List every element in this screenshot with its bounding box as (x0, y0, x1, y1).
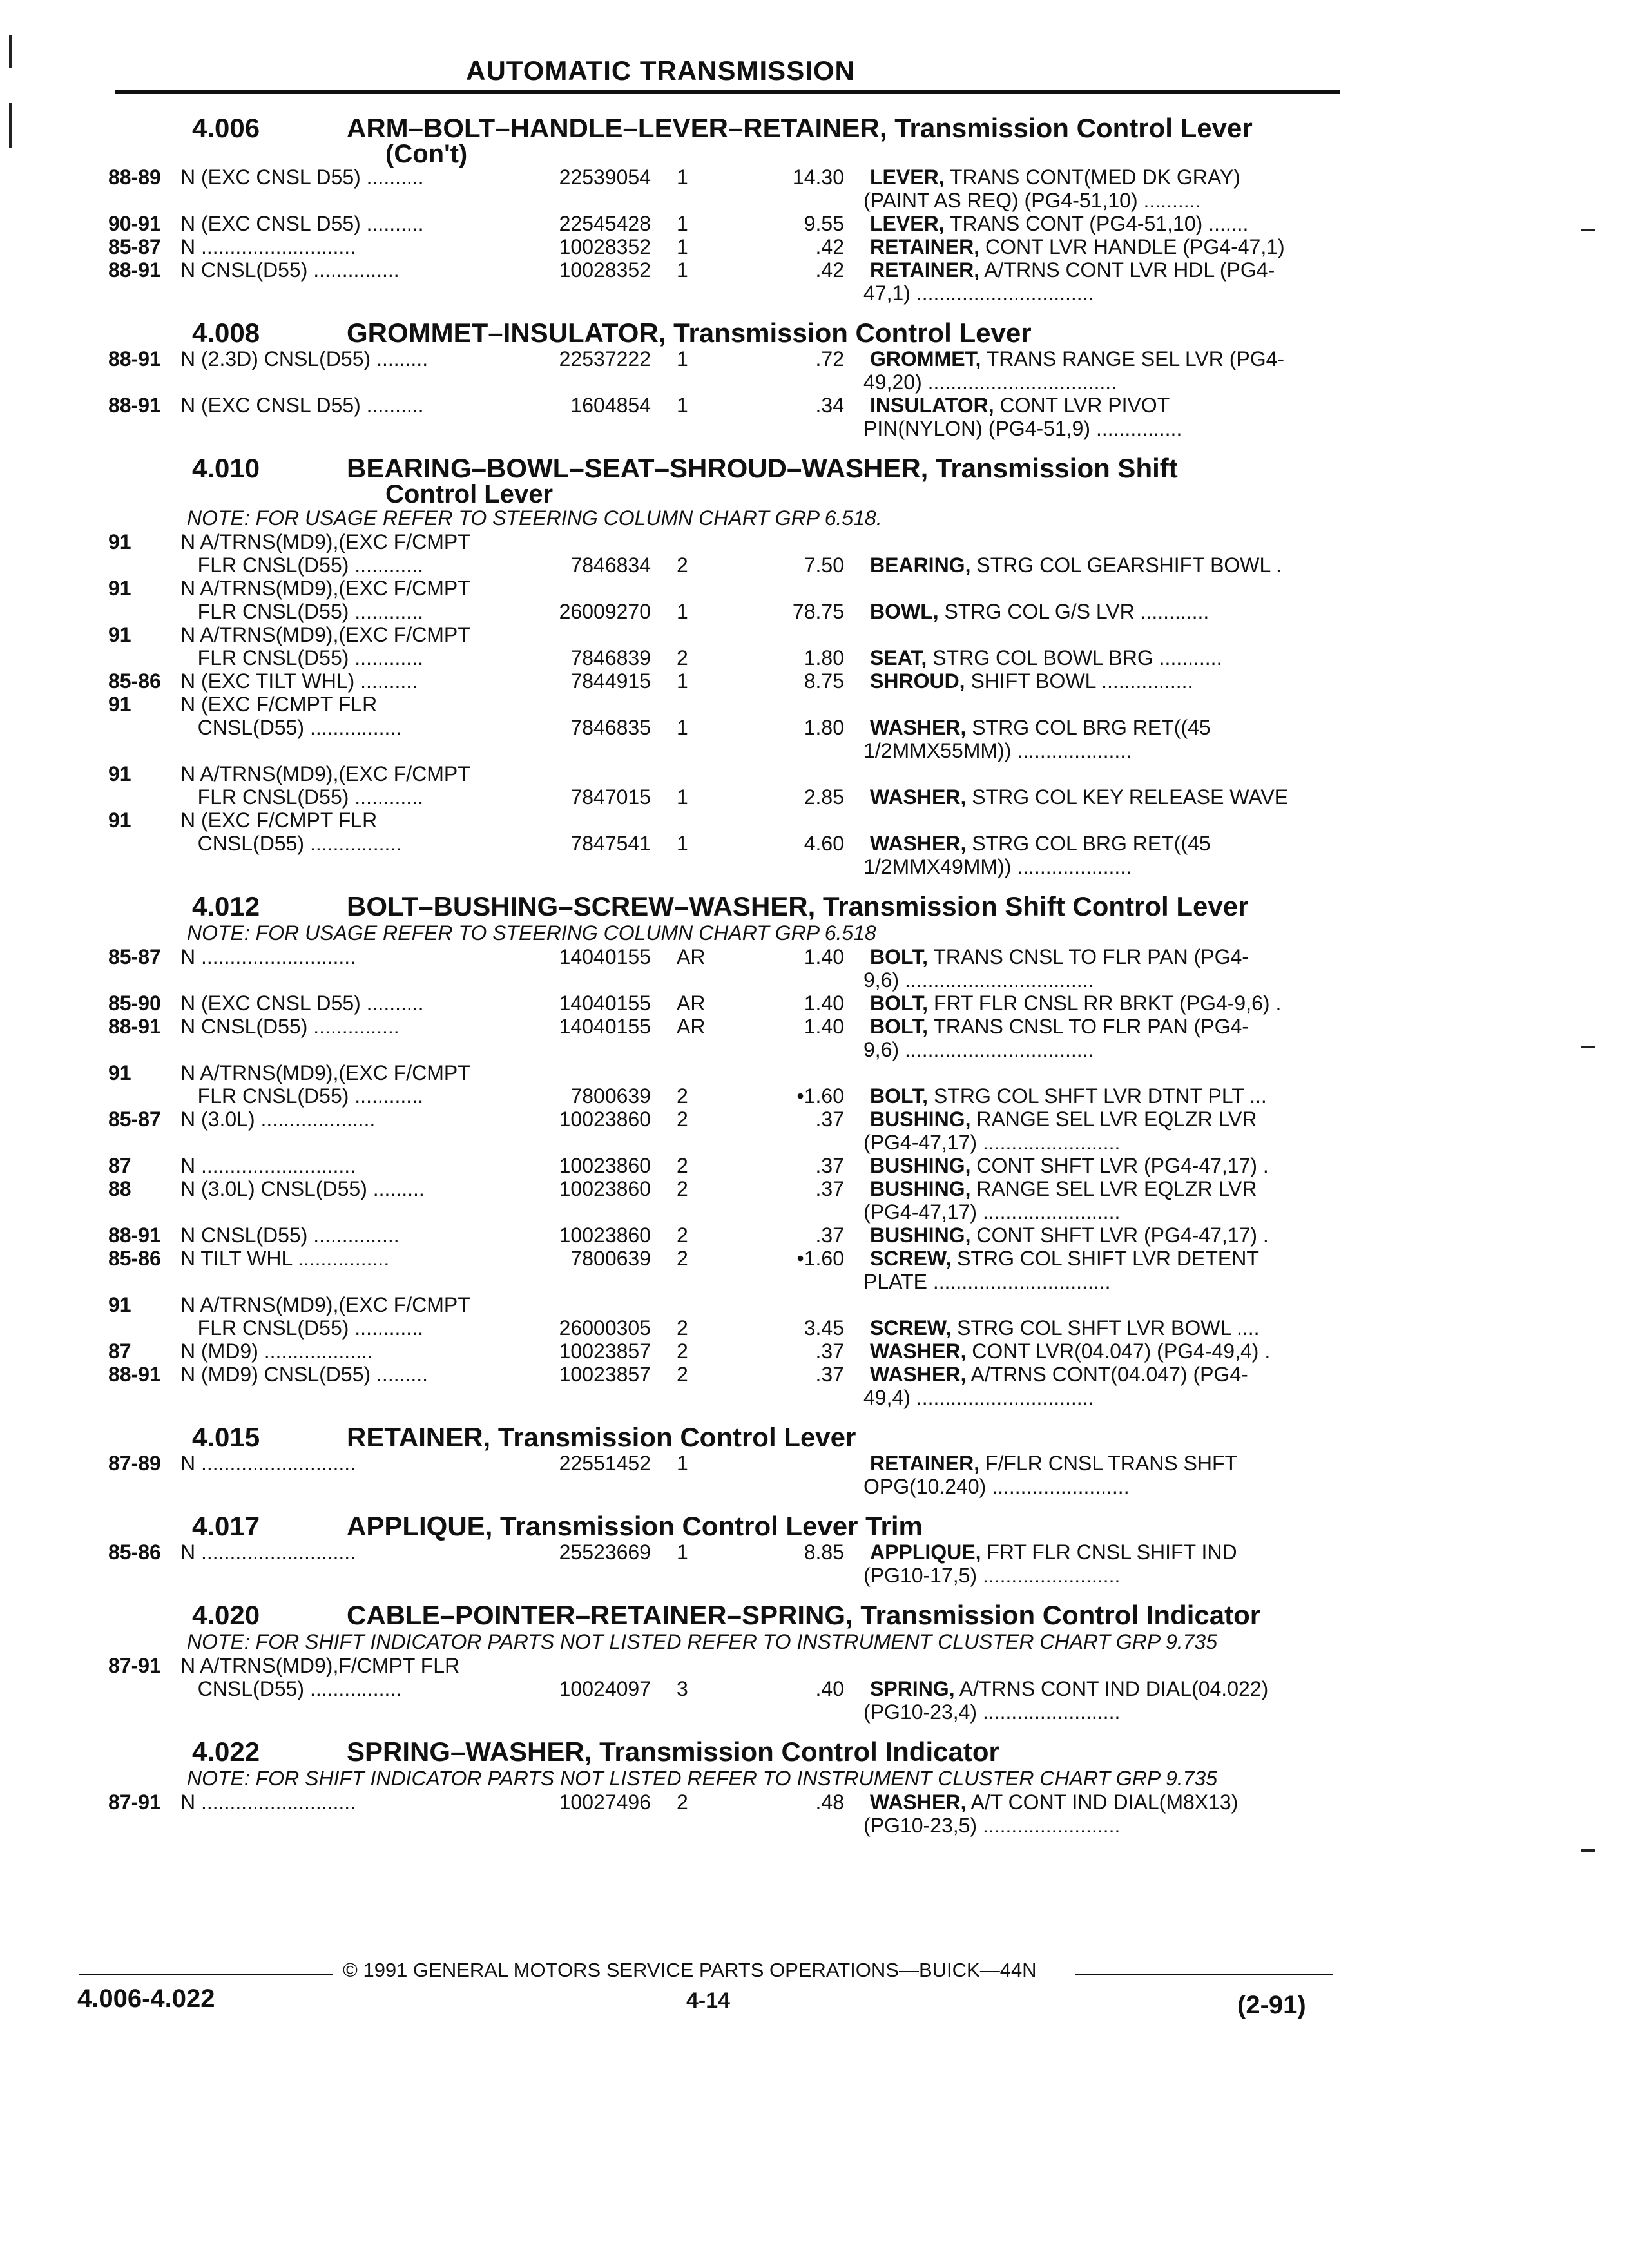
part-number: 7847015 (570, 785, 651, 809)
part-row (108, 992, 1352, 1015)
part-number: 10023860 (559, 1108, 651, 1131)
part-description: WASHER, STRG COL BRG RET((45 (870, 832, 1211, 855)
part-description-continued: 47,1) ............................... (863, 282, 1094, 305)
section-title: RETAINER, Transmission Control Lever (347, 1422, 856, 1452)
quantity: 2 (677, 1108, 688, 1131)
part-description: WASHER, STRG COL KEY RELEASE WAVE (870, 785, 1289, 809)
part-description: BUSHING, RANGE SEL LVR EQLZR LVR (870, 1108, 1257, 1131)
part-row (108, 1061, 1352, 1108)
usage-codes: N A/TRNS(MD9),(EXC F/CMPT FLR CNSL(D55) ............ (180, 1061, 470, 1108)
copyright: © 1991 GENERAL MOTORS SERVICE PARTS OPERATIONS—BUICK—44N (343, 1959, 1037, 1981)
part-description: WASHER, A/TRNS CONT(04.047) (PG4- (870, 1363, 1248, 1386)
quantity: 2 (677, 553, 688, 577)
part-row (108, 258, 1352, 282)
quantity: 1 (677, 785, 688, 809)
usage-codes: N A/TRNS(MD9),(EXC F/CMPT FLR CNSL(D55) ............ (180, 762, 470, 809)
usage-codes: N ........................... (180, 1154, 356, 1177)
part-row (108, 1108, 1352, 1131)
quantity: 1 (677, 212, 688, 235)
list-price: .37 (815, 1177, 844, 1200)
section-title-continued: (Con't) (385, 140, 468, 168)
list-price: .34 (815, 394, 844, 417)
part-row-continuation (108, 1270, 1352, 1293)
section-number: 4.017 (192, 1511, 260, 1541)
part-description: SCREW, STRG COL SHFT LVR BOWL .... (870, 1316, 1260, 1340)
list-price: .40 (815, 1677, 844, 1700)
list-price: 9.55 (804, 212, 844, 235)
quantity: 1 (677, 1452, 688, 1475)
part-description-continued: (PAINT AS REQ) (PG4-51,10) .......... (863, 189, 1201, 212)
list-price: .37 (815, 1154, 844, 1177)
part-number: 10023860 (559, 1154, 651, 1177)
part-description-continued: PLATE ............................... (863, 1270, 1111, 1293)
list-price: 8.85 (804, 1541, 844, 1564)
usage-codes: N CNSL(D55) ............... (180, 258, 400, 282)
part-number: 7800639 (570, 1247, 651, 1270)
part-row (108, 623, 1352, 669)
part-number: 10023857 (559, 1363, 651, 1386)
part-number: 22539054 (559, 166, 651, 189)
model-years: 88-91 (108, 347, 161, 370)
usage-codes: N (MD9) CNSL(D55) ......... (180, 1363, 429, 1386)
section-heading (108, 454, 1352, 483)
list-price: .42 (815, 258, 844, 282)
binding-mark (9, 103, 12, 148)
part-description: GROMMET, TRANS RANGE SEL LVR (PG4- (870, 347, 1285, 370)
list-price: 1.80 (804, 646, 844, 669)
quantity: 2 (677, 1224, 688, 1247)
section-number: 4.006 (192, 113, 260, 143)
part-description: SHROUD, SHIFT BOWL ................ (870, 669, 1193, 693)
part-number: 14040155 (559, 992, 651, 1015)
part-description: BEARING, STRG COL GEARSHIFT BOWL . (870, 553, 1282, 577)
model-years: 91 (108, 1293, 131, 1316)
usage-codes: N ........................... (180, 1452, 356, 1475)
part-description: WASHER, CONT LVR(04.047) (PG4-49,4) . (870, 1340, 1271, 1363)
quantity: AR (677, 992, 706, 1015)
quantity: 2 (677, 1791, 688, 1814)
part-description: LEVER, TRANS CONT (PG4-51,10) ....... (870, 212, 1249, 235)
list-price: 1.80 (804, 716, 844, 739)
model-years: 91 (108, 623, 131, 646)
list-price: .37 (815, 1108, 844, 1131)
list-price: .37 (815, 1224, 844, 1247)
header-rule (115, 90, 1340, 94)
quantity: AR (677, 1015, 706, 1038)
usage-codes: N A/TRNS(MD9),F/CMPT FLR CNSL(D55) ................ (180, 1654, 460, 1700)
footer-rule (79, 1974, 333, 1975)
usage-note: NOTE: FOR USAGE REFER TO STEERING COLUMN CHART GRP 6.518. (187, 506, 882, 530)
part-number: 22545428 (559, 212, 651, 235)
section-heading (108, 114, 1352, 142)
part-row-continuation (108, 189, 1352, 212)
model-years: 88-91 (108, 258, 161, 282)
quantity: 1 (677, 235, 688, 258)
part-row (108, 1293, 1352, 1340)
part-row (108, 1363, 1352, 1386)
model-years: 87-91 (108, 1791, 161, 1814)
section-4-008 (108, 319, 1352, 440)
part-description-continued: (PG4-47,17) ........................ (863, 1131, 1121, 1154)
margin-tick (1581, 1046, 1595, 1048)
quantity: 2 (677, 1154, 688, 1177)
section-title: CABLE–POINTER–RETAINER–SPRING, Transmission Control Indicator (347, 1600, 1261, 1630)
part-row (108, 394, 1352, 417)
part-description: WASHER, STRG COL BRG RET((45 (870, 716, 1211, 739)
part-number: 10028352 (559, 258, 651, 282)
quantity: 1 (677, 669, 688, 693)
part-number: 10023860 (559, 1224, 651, 1247)
part-number: 25523669 (559, 1541, 651, 1564)
part-description: BOLT, FRT FLR CNSL RR BRKT (PG4-9,6) . (870, 992, 1282, 1015)
part-row-continuation (108, 1475, 1352, 1498)
part-description-continued: (PG10-23,5) ........................ (863, 1814, 1121, 1837)
usage-codes: N (MD9) ................... (180, 1340, 373, 1363)
page-number: 4-14 (686, 1988, 731, 2013)
list-price: 1.40 (804, 992, 844, 1015)
part-number: 10028352 (559, 235, 651, 258)
usage-note: NOTE: FOR SHIFT INDICATOR PARTS NOT LISTED REFER TO INSTRUMENT CLUSTER CHART GRP 9.735 (187, 1767, 1218, 1790)
model-years: 87 (108, 1340, 131, 1363)
section-title: GROMMET–INSULATOR, Transmission Control Lever (347, 318, 1032, 348)
section-4-006 (108, 114, 1352, 305)
part-description: INSULATOR, CONT LVR PIVOT (870, 394, 1170, 417)
model-years: 91 (108, 530, 131, 553)
part-row-continuation (108, 739, 1352, 762)
list-price: 4.60 (804, 832, 844, 855)
section-heading (108, 892, 1352, 921)
usage-codes: N (2.3D) CNSL(D55) ......... (180, 347, 429, 370)
page-title: AUTOMATIC TRANSMISSION (466, 55, 855, 86)
model-years: 87-89 (108, 1452, 161, 1475)
part-row-continuation (108, 1700, 1352, 1724)
part-row (108, 762, 1352, 809)
part-number: 26000305 (559, 1316, 651, 1340)
model-years: 87 (108, 1154, 131, 1177)
part-description: LEVER, TRANS CONT(MED DK GRAY) (870, 166, 1240, 189)
quantity: 1 (677, 394, 688, 417)
quantity: 2 (677, 1084, 688, 1108)
quantity: AR (677, 945, 706, 968)
usage-note: NOTE: FOR SHIFT INDICATOR PARTS NOT LISTED REFER TO INSTRUMENT CLUSTER CHART GRP 9.735 (187, 1630, 1218, 1653)
usage-codes: N ........................... (180, 1791, 356, 1814)
part-description: APPLIQUE, FRT FLR CNSL SHIFT IND (870, 1541, 1237, 1564)
section-title: BEARING–BOWL–SEAT–SHROUD–WASHER, Transmission Shift (347, 453, 1178, 483)
part-number: 1604854 (570, 394, 651, 417)
part-number: 10023857 (559, 1340, 651, 1363)
part-row (108, 235, 1352, 258)
usage-codes: N (3.0L) CNSL(D55) ......... (180, 1177, 425, 1200)
quantity: 2 (677, 1247, 688, 1270)
part-row (108, 669, 1352, 693)
section-title: SPRING–WASHER, Transmission Control Indicator (347, 1736, 999, 1767)
revision-date: (2-91) (1237, 1991, 1306, 2019)
model-years: 88-91 (108, 1015, 161, 1038)
section-heading (108, 319, 1352, 347)
model-years: 91 (108, 762, 131, 785)
parts-listing (108, 100, 1352, 1837)
usage-codes: N A/TRNS(MD9),(EXC F/CMPT FLR CNSL(D55) ............ (180, 577, 470, 623)
part-description: BOWL, STRG COL G/S LVR ............ (870, 600, 1210, 623)
section-range: 4.006-4.022 (77, 1984, 215, 2013)
part-number: 7800639 (570, 1084, 651, 1108)
quantity: 1 (677, 832, 688, 855)
model-years: 85-86 (108, 669, 161, 693)
part-row (108, 1791, 1352, 1814)
quantity: 2 (677, 1177, 688, 1200)
section-number: 4.022 (192, 1736, 260, 1767)
part-row (108, 1015, 1352, 1038)
part-number: 7844915 (570, 669, 651, 693)
section-heading (108, 1601, 1352, 1629)
part-row-continuation (108, 417, 1352, 440)
part-number: 10024097 (559, 1677, 651, 1700)
model-years: 91 (108, 809, 131, 832)
list-price: .72 (815, 347, 844, 370)
part-row-continuation (108, 1131, 1352, 1154)
usage-codes: N (EXC CNSL D55) .......... (180, 212, 424, 235)
part-description: BOLT, TRANS CNSL TO FLR PAN (PG4- (870, 1015, 1249, 1038)
section-4-012 (108, 892, 1352, 1409)
model-years: 85-87 (108, 1108, 161, 1131)
usage-codes: N CNSL(D55) ............... (180, 1015, 400, 1038)
model-years: 85-90 (108, 992, 161, 1015)
quantity: 2 (677, 1340, 688, 1363)
section-heading (108, 1512, 1352, 1541)
part-description: RETAINER, F/FLR CNSL TRANS SHFT (870, 1452, 1238, 1475)
part-row-continuation (108, 968, 1352, 992)
section-heading (108, 1423, 1352, 1452)
part-row-continuation (108, 1814, 1352, 1837)
usage-codes: N (EXC F/CMPT FLR CNSL(D55) ................ (180, 809, 402, 855)
part-description: SPRING, A/TRNS CONT IND DIAL(04.022) (870, 1677, 1269, 1700)
part-number: 7847541 (570, 832, 651, 855)
part-description-continued: (PG4-47,17) ........................ (863, 1200, 1121, 1224)
model-years: 85-86 (108, 1247, 161, 1270)
part-row-continuation (108, 855, 1352, 878)
usage-codes: N A/TRNS(MD9),(EXC F/CMPT FLR CNSL(D55) ............ (180, 623, 470, 669)
part-number: 14040155 (559, 1015, 651, 1038)
quantity: 2 (677, 1363, 688, 1386)
margin-tick (1581, 229, 1595, 231)
part-row (108, 1177, 1352, 1200)
part-row-continuation (108, 370, 1352, 394)
part-description-continued: PIN(NYLON) (PG4-51,9) ............... (863, 417, 1182, 440)
section-4-020 (108, 1601, 1352, 1724)
usage-codes: N CNSL(D55) ............... (180, 1224, 400, 1247)
model-years: 88-89 (108, 166, 161, 189)
part-description: SEAT, STRG COL BOWL BRG ........... (870, 646, 1222, 669)
usage-codes: N (EXC CNSL D55) .......... (180, 394, 424, 417)
section-4-015 (108, 1423, 1352, 1498)
list-price: 2.85 (804, 785, 844, 809)
part-row (108, 212, 1352, 235)
usage-codes: N (3.0L) .................... (180, 1108, 376, 1131)
list-price: 78.75 (792, 600, 844, 623)
part-row (108, 530, 1352, 577)
part-description-continued: 9,6) ................................. (863, 968, 1094, 992)
quantity: 2 (677, 1316, 688, 1340)
quantity: 1 (677, 600, 688, 623)
part-row (108, 166, 1352, 189)
model-years: 88 (108, 1177, 131, 1200)
quantity: 1 (677, 258, 688, 282)
section-heading (108, 1738, 1352, 1766)
list-price: .42 (815, 235, 844, 258)
model-years: 91 (108, 577, 131, 600)
model-years: 88-91 (108, 394, 161, 417)
part-description: BOLT, STRG COL SHFT LVR DTNT PLT ... (870, 1084, 1267, 1108)
model-years: 91 (108, 1061, 131, 1084)
part-number: 7846834 (570, 553, 651, 577)
usage-codes: N TILT WHL ................ (180, 1247, 390, 1270)
list-price: 1.40 (804, 945, 844, 968)
model-years: 87-91 (108, 1654, 161, 1677)
list-price: .48 (815, 1791, 844, 1814)
part-row (108, 1541, 1352, 1564)
section-4-010 (108, 454, 1352, 878)
part-description: RETAINER, A/TRNS CONT LVR HDL (PG4- (870, 258, 1275, 282)
list-price: .37 (815, 1363, 844, 1386)
part-row-continuation (108, 1386, 1352, 1409)
part-number: 7846835 (570, 716, 651, 739)
list-price: 1.40 (804, 1015, 844, 1038)
part-row (108, 1154, 1352, 1177)
model-years: 91 (108, 693, 131, 716)
usage-codes: N (EXC TILT WHL) .......... (180, 669, 418, 693)
part-row (108, 1224, 1352, 1247)
usage-note: NOTE: FOR USAGE REFER TO STEERING COLUMN CHART GRP 6.518 (187, 921, 876, 945)
section-title: BOLT–BUSHING–SCREW–WASHER, Transmission Shift Control Lever (347, 891, 1249, 921)
part-description: BUSHING, CONT SHFT LVR (PG4-47,17) . (870, 1154, 1269, 1177)
part-description: WASHER, A/T CONT IND DIAL(M8X13) (870, 1791, 1239, 1814)
list-price: .37 (815, 1340, 844, 1363)
usage-codes: N A/TRNS(MD9),(EXC F/CMPT FLR CNSL(D55) ............ (180, 530, 470, 577)
list-price: 14.30 (792, 166, 844, 189)
section-number: 4.012 (192, 891, 260, 921)
part-description-continued: 1/2MMX49MM)) .................... (863, 855, 1132, 878)
section-number: 4.020 (192, 1600, 260, 1630)
model-years: 90-91 (108, 212, 161, 235)
section-title-continued: Control Lever (385, 480, 554, 508)
section-4-017 (108, 1512, 1352, 1587)
section-title: APPLIQUE, Transmission Control Lever Trim (347, 1511, 923, 1541)
part-row (108, 1654, 1352, 1700)
part-row (108, 809, 1352, 855)
quantity: 1 (677, 347, 688, 370)
part-row-continuation (108, 1564, 1352, 1587)
list-price: •1.60 (796, 1084, 844, 1108)
list-price: 3.45 (804, 1316, 844, 1340)
list-price: 7.50 (804, 553, 844, 577)
model-years: 85-86 (108, 1541, 161, 1564)
quantity: 1 (677, 166, 688, 189)
part-row-continuation (108, 1038, 1352, 1061)
part-description-continued: (PG10-17,5) ........................ (863, 1564, 1121, 1587)
part-description-continued: 49,20) ................................. (863, 370, 1117, 394)
margin-tick (1581, 1849, 1595, 1852)
usage-codes: N ........................... (180, 235, 356, 258)
usage-codes: N ........................... (180, 945, 356, 968)
part-description: BOLT, TRANS CNSL TO FLR PAN (PG4- (870, 945, 1249, 968)
usage-codes: N A/TRNS(MD9),(EXC F/CMPT FLR CNSL(D55) ............ (180, 1293, 470, 1340)
model-years: 88-91 (108, 1363, 161, 1386)
section-number: 4.015 (192, 1422, 260, 1452)
quantity: 1 (677, 1541, 688, 1564)
part-row (108, 577, 1352, 623)
part-row (108, 1247, 1352, 1270)
section-number: 4.008 (192, 318, 260, 348)
part-row (108, 945, 1352, 968)
model-years: 85-87 (108, 235, 161, 258)
section-number: 4.010 (192, 453, 260, 483)
part-number: 10023860 (559, 1177, 651, 1200)
part-description: BUSHING, CONT SHFT LVR (PG4-47,17) . (870, 1224, 1269, 1247)
quantity: 2 (677, 646, 688, 669)
part-row-continuation (108, 1200, 1352, 1224)
part-description-continued: 49,4) ............................... (863, 1386, 1094, 1409)
part-number: 22537222 (559, 347, 651, 370)
part-description-continued: OPG(10.240) ........................ (863, 1475, 1130, 1498)
footer-rule (1075, 1974, 1333, 1975)
part-description: RETAINER, CONT LVR HANDLE (PG4-47,1) (870, 235, 1285, 258)
part-number: 7846839 (570, 646, 651, 669)
quantity: 3 (677, 1677, 688, 1700)
part-number: 14040155 (559, 945, 651, 968)
usage-codes: N (EXC CNSL D55) .......... (180, 166, 424, 189)
part-row (108, 693, 1352, 739)
model-years: 88-91 (108, 1224, 161, 1247)
part-row (108, 1452, 1352, 1475)
usage-codes: N (EXC CNSL D55) .......... (180, 992, 424, 1015)
usage-codes: N ........................... (180, 1541, 356, 1564)
model-years: 85-87 (108, 945, 161, 968)
part-description-continued: 9,6) ................................. (863, 1038, 1094, 1061)
usage-codes: N (EXC F/CMPT FLR CNSL(D55) ................ (180, 693, 402, 739)
section-title: ARM–BOLT–HANDLE–LEVER–RETAINER, Transmission Control Lever (347, 113, 1253, 143)
part-number: 22551452 (559, 1452, 651, 1475)
list-price: •1.60 (796, 1247, 844, 1270)
part-row-continuation (108, 282, 1352, 305)
part-description: SCREW, STRG COL SHIFT LVR DETENT (870, 1247, 1259, 1270)
list-price: 8.75 (804, 669, 844, 693)
part-description-continued: 1/2MMX55MM)) .................... (863, 739, 1132, 762)
part-number: 10027496 (559, 1791, 651, 1814)
part-description-continued: (PG10-23,4) ........................ (863, 1700, 1121, 1724)
part-number: 26009270 (559, 600, 651, 623)
quantity: 1 (677, 716, 688, 739)
part-description: BUSHING, RANGE SEL LVR EQLZR LVR (870, 1177, 1257, 1200)
part-row (108, 1340, 1352, 1363)
section-4-022 (108, 1738, 1352, 1837)
part-row (108, 347, 1352, 370)
